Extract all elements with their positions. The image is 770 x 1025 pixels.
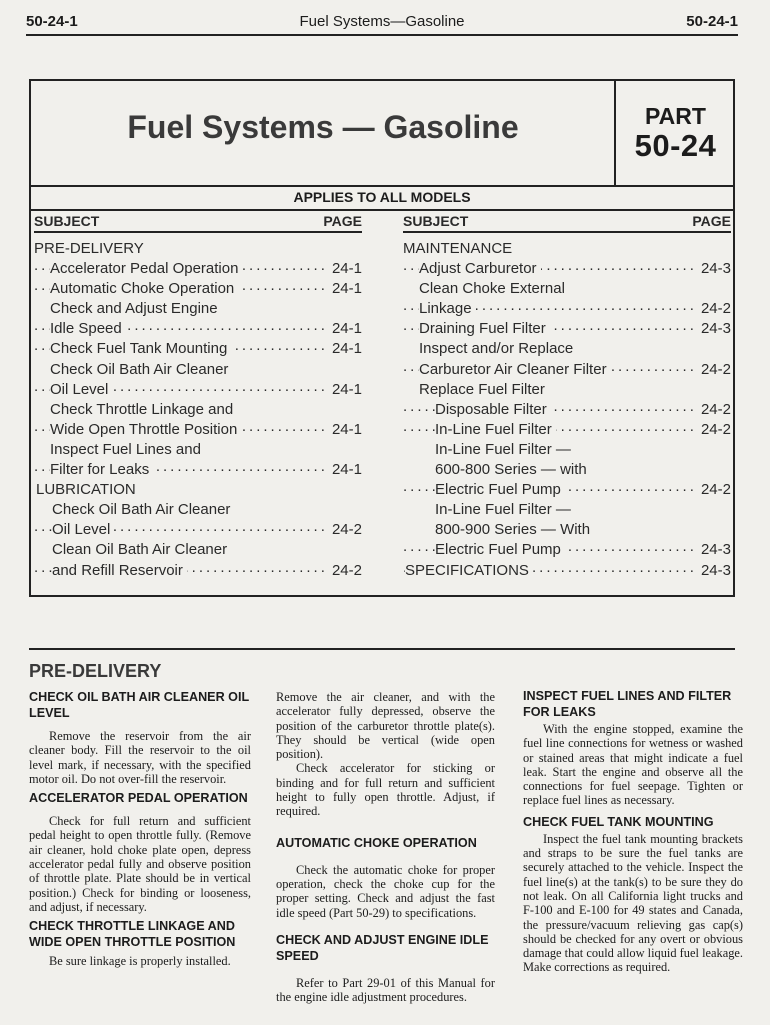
toc-entry-page: 24-2 [330,561,362,581]
toc-entry [34,339,362,359]
toc-entry [34,500,362,520]
divider [31,209,733,211]
toc-entry-text: Idle Speed [50,319,126,339]
toc-entry-text: Check Oil Bath Air Cleaner [50,360,232,380]
toc-entry-text: Linkage [419,299,476,319]
toc-entry-text: and Refill Reservoir [52,561,187,581]
toc-entry-page: 24-1 [330,460,362,480]
toc-entry [403,400,731,420]
toc-right-column [403,213,731,581]
toc-entry-text: Inspect and/or Replace [419,339,577,359]
toc-entry-text: In-Line Fuel Filter — [435,440,575,460]
toc-entries [34,239,362,581]
page-header-label: PAGE [323,213,362,229]
paragraph: Check for full return and sufficient pedal height to open throttle fully. (Remove air cleaner, hold choke plate open, depress accelerator pedal fully and observe position of throttle plate. Plate should be in vertical position.) Check for binding or looseness, and adjust, if necessary. [29,814,251,914]
toc-entry [34,561,362,581]
toc-entry-text: Oil Level [50,380,112,400]
toc-entry [403,500,731,520]
text-column-2 [276,690,495,1004]
toc-entry [403,279,731,299]
applies-to: APPLIES TO ALL MODELS [293,189,471,205]
toc-entry [34,319,362,339]
toc-entry-page: 24-2 [699,299,731,319]
paragraph: Remove the reservoir from the air cleaner body. Fill the reservoir to the oil level mark, if necessary, with the specified motor oil. Do not over-fill the reservoir. [29,729,251,786]
contents-box [29,79,735,597]
toc-entry [403,540,731,560]
toc-entry [34,460,362,480]
toc-entry-text: In-Line Fuel Filter [435,420,556,440]
toc-entry-text: Filter for Leaks [50,460,153,480]
toc-entry-text: Check Fuel Tank Mounting [50,339,231,359]
toc-entry [403,299,731,319]
paragraph: Remove the air cleaner, and with the accelerator fully depressed, observe the position of the carburetor throttle plate(s). They should be vertical (wide open position). [276,690,495,762]
toc-entry-text: PRE-DELIVERY [34,239,148,259]
toc-entry-text: Electric Fuel Pump [435,540,565,560]
toc-entry [34,239,362,259]
toc-entry [403,319,731,339]
toc-entry-text: Replace Fuel Filter [419,380,549,400]
header-title: Fuel Systems—Gasoline [299,13,465,30]
header-page-number-right: 50-24-1 [686,13,738,30]
toc-entry [34,440,362,460]
toc-entry-page: 24-3 [699,561,731,581]
toc-entry-page: 24-3 [699,319,731,339]
paragraph: Refer to Part 29-01 of this Manual for the engine idle adjustment procedures. [276,975,495,1005]
toc-header [403,213,731,233]
toc-entry [403,339,731,359]
toc-entry [403,259,731,279]
toc-entries [403,239,731,581]
toc-entry [34,380,362,400]
toc-entry [34,299,362,319]
heading-fuel-tank-mounting: CHECK FUEL TANK MOUNTING [523,814,714,829]
heading-check-oil-bath: CHECK OIL BATH AIR CLEANER OIL LEVEL [29,690,249,720]
toc-entry-page: 24-2 [330,520,362,540]
toc-entry-text: Draining Fuel Filter [419,319,550,339]
toc-entry [34,480,362,500]
header-page-number-left: 50-24-1 [26,13,78,30]
toc-entry-text: MAINTENANCE [403,239,516,259]
toc-entry-page: 24-2 [699,420,731,440]
heading-engine-idle-speed: CHECK AND ADJUST ENGINE IDLE SPEED [276,932,489,963]
heading-throttle-linkage: CHECK THROTTLE LINKAGE AND WIDE OPEN THROTTLE POSITION [29,919,236,950]
text-column-3 [523,688,743,975]
section-divider [29,648,735,650]
toc-entry [403,561,731,581]
paragraph: Inspect the fuel tank mounting brackets and straps to be sure the fuel tanks are securely attached to the vehicle. Inspect the fuel line(s) at the tank(s) to be sure they do not leak. On all California light trucks and F-100 and E-100 for 49 states and Canada, the pressure/vacuum relieving gas cap(s) should be checked for any overt or obvious damage that could allow liquid fuel leakage. Make corrections as required. [523,831,743,975]
part-label: PART [645,103,706,129]
toc-entry [34,279,362,299]
toc-entry-page: 24-2 [699,360,731,380]
subject-header: SUBJECT [34,213,100,229]
toc-entry-text: Clean Choke External [419,279,569,299]
toc-entry-page: 24-3 [699,540,731,560]
toc-entry-text: Adjust Carburetor [419,259,541,279]
toc-entry-page: 24-1 [330,339,362,359]
toc-entry-page: 24-1 [330,380,362,400]
toc-entry [403,420,731,440]
toc-entry-page: 24-3 [699,259,731,279]
toc-entry-page: 24-1 [330,279,362,299]
toc-entry-page: 24-1 [330,319,362,339]
toc-entry-page: 24-1 [330,420,362,440]
toc-entry-page: 24-1 [330,259,362,279]
heading-accelerator-pedal: ACCELERATOR PEDAL OPERATION [29,791,248,806]
toc-entry [403,360,731,380]
toc-entry [403,460,731,480]
part-number: 50-24 [634,128,717,163]
toc-entry [403,520,731,540]
toc-entry-page: 24-2 [699,480,731,500]
toc-entry-text: Check Oil Bath Air Cleaner [52,500,234,520]
toc-entry-text: Disposable Filter [435,400,551,420]
paragraph: With the engine stopped, examine the fuel line connections for wetness or washed or stained areas that might indicate a fuel leak. Start the engine and observe all the connections for fuel seepage. Tighten or replace fuel lines as necessary. [523,722,743,808]
toc-entry [34,420,362,440]
toc-left-column [34,213,362,581]
page-title: Fuel Systems — Gasoline [127,109,519,145]
toc-entry-text: Inspect Fuel Lines and [50,440,205,460]
toc-entry-text: Check Throttle Linkage and [50,400,237,420]
paragraph: Check accelerator for sticking or binding and for full return and sufficient height to fully open throttle. Adjust, if required. [276,761,495,819]
toc-entry-text: SPECIFICATIONS [405,561,533,581]
heading-inspect-fuel-lines: INSPECT FUEL LINES AND FILTER FOR LEAKS [523,689,732,719]
heading-automatic-choke: AUTOMATIC CHOKE OPERATION [276,835,477,850]
paragraph: Be sure linkage is properly installed. [49,954,231,969]
toc-entry [34,400,362,420]
page-header [26,10,738,36]
toc-entry [34,540,362,560]
toc-entry-text: 800-900 Series — With [435,520,594,540]
toc-entry-text: LUBRICATION [36,480,140,500]
page-header-label: PAGE [692,213,731,229]
toc-entry-text: Clean Oil Bath Air Cleaner [52,540,231,560]
title-row [31,81,733,187]
toc-entry-text: Electric Fuel Pump [435,480,565,500]
toc-entry-text: Accelerator Pedal Operation [50,259,242,279]
toc-entry-text: In-Line Fuel Filter — [435,500,575,520]
toc-entry [403,440,731,460]
toc-entry-text: Oil Level [52,520,114,540]
toc-entry [403,239,731,259]
toc-entry [34,520,362,540]
toc-entry [403,380,731,400]
toc-entry-text: Carburetor Air Cleaner Filter [419,360,611,380]
section-title: PRE-DELIVERY [29,661,162,681]
toc-header [34,213,362,233]
toc-entry-page: 24-2 [699,400,731,420]
subject-header: SUBJECT [403,213,469,229]
toc-entry [34,360,362,380]
text-column-1 [29,689,251,969]
toc-entry-text: Automatic Choke Operation [50,279,238,299]
toc-entry [403,480,731,500]
toc-entry [34,259,362,279]
toc-entry-text: 600-800 Series — with [435,460,591,480]
paragraph: Check the automatic choke for proper operation, check the choke cup for the proper setting. Check and adjust the fast idle speed (Part 50-29) to specifications. [276,862,495,920]
toc-entry-text: Wide Open Throttle Position [50,420,241,440]
part-box [614,81,735,185]
toc-entry-text: Check and Adjust Engine [50,299,222,319]
